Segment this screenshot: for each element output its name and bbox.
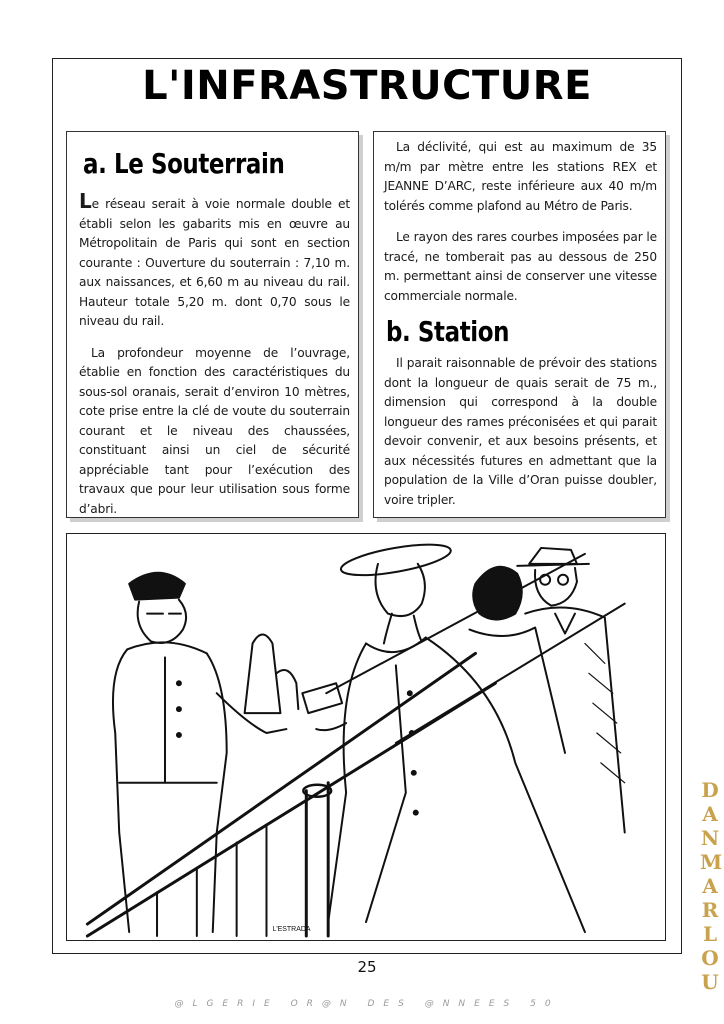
column-right: [373, 131, 666, 518]
section-b-heading: b. Station: [386, 315, 510, 348]
section-a-paragraph-1-text: e réseau serait à voie normale double et établi selon les gabarits mis en œuvre au Métropolitain de Paris qui sont en section courante : Ouverture du souterrain : 7,10 m. aux naissances, et 6,60 m au niveau du rail. Hauteur totale 5,20 m. dont 0,70 sous le niveau du rail.: [79, 197, 350, 328]
watermark-letter: A: [702, 874, 718, 898]
watermark-letter: N: [700, 826, 720, 850]
section-a-paragraph-1: [79, 189, 350, 332]
gradient-paragraph: La déclivité, qui est au maximum de 35 m/m par mètre entre les stations REX et JEANNE D’ARC, reste inférieure aux 40 m/m tolérés comme plafond au Métro de Paris.: [384, 140, 657, 213]
watermark-letter: A: [702, 802, 718, 826]
section-b-paragraph: Il parait raisonnable de prévoir des stations dont la longueur de quais serait de 75 m., dimension qui correspond à la double longueur des rames préconisées et qui parait devoir convenir, et aux besoins présents, et aux nécessités futures en admettant que la population de la Ville d’Oran puisse doubler, voire tripler.: [384, 356, 657, 507]
section-a-paragraph-2: La profondeur moyenne de l’ouvrage, établie en fonction des caractéristiques du sous-sol oranais, serait d’environ 10 mètres, cote prise entre la clé de voute du souterrain courant et le niveau des chaussées, constituant ainsi un ciel de sécurité appréciable tant pour l’exécution des travaux que pour leur utilisation sous forme d’abri.: [79, 345, 350, 516]
watermark-letter: D: [701, 778, 719, 802]
illustration: [66, 533, 666, 941]
watermark-letter: M: [700, 850, 723, 874]
watermark-letter: L: [702, 922, 718, 946]
curves-paragraph: Le rayon des rares courbes imposées par le tracé, ne tomberait pas au dessous de 250 m. permettant ainsi de conserver une vitesse commerciale normale.: [384, 230, 657, 303]
column-left: [66, 131, 359, 518]
watermark-letter: U: [701, 970, 719, 994]
artist-signature: L'ESTRADA: [272, 926, 311, 934]
side-watermark: [700, 778, 723, 994]
drop-cap: L: [79, 189, 92, 213]
watermark-letter: R: [701, 898, 719, 922]
illustration-drawing: [67, 534, 665, 940]
watermark-letter: O: [701, 946, 719, 970]
section-a-heading: a. Le Souterrain: [83, 147, 285, 180]
page-title: L'INFRASTRUCTURE: [142, 63, 592, 109]
footer-text: @LGERIE OR@N DES @NNEES 50: [174, 999, 560, 1009]
page-number: 25: [357, 958, 377, 976]
